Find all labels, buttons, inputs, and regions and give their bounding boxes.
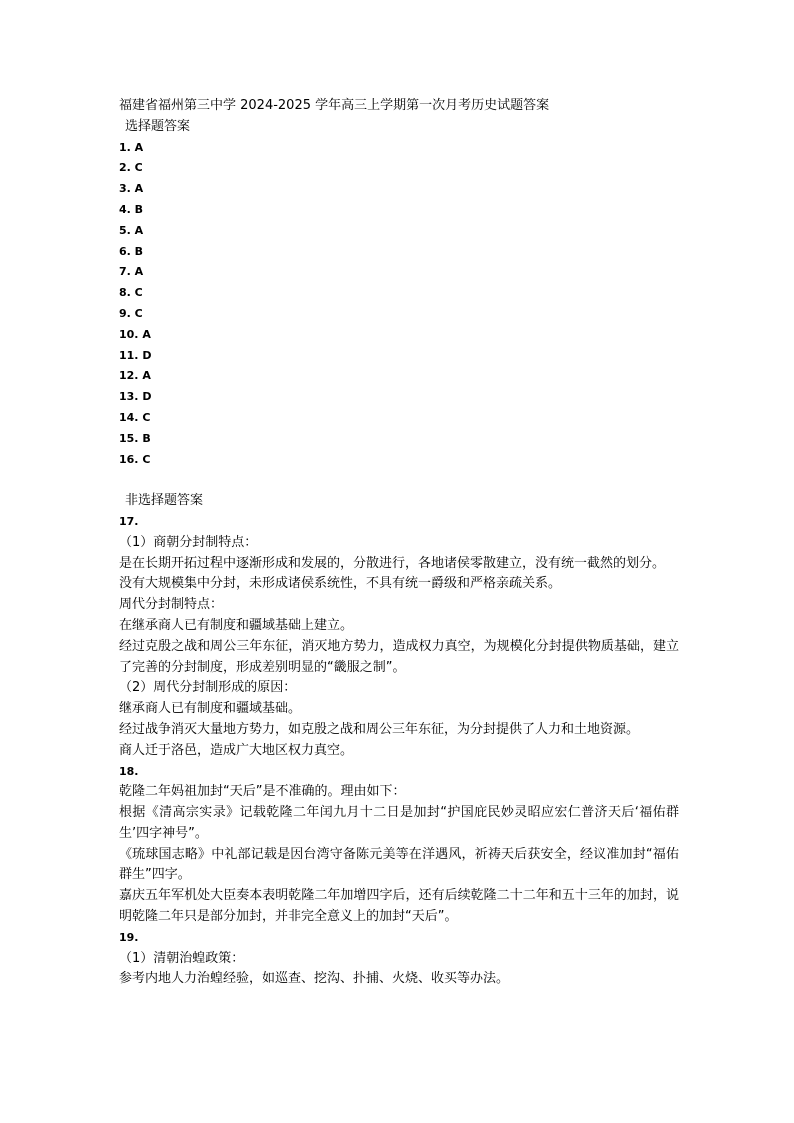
question-number: 18. [119, 764, 139, 778]
answer-item: 3. A [119, 182, 144, 196]
choice-answer-list [119, 138, 679, 471]
question-number: 17. [119, 514, 139, 528]
answer-item: 11. D [119, 348, 152, 362]
answer-item: 16. C [119, 452, 151, 466]
answer-paragraph: 在继承商人已有制度和疆域基础上建立。 [119, 617, 354, 633]
answer-item: 10. A [119, 327, 151, 341]
document-page [119, 96, 679, 990]
question-18 [119, 762, 679, 928]
answer-item: 9. C [119, 306, 143, 320]
answer-item: 13. D [119, 390, 152, 404]
answer-paragraph: 继承商人已有制度和疆域基础。 [119, 701, 302, 717]
answer-item: 15. B [119, 431, 151, 445]
answer-item: 1. A [119, 140, 144, 154]
answer-item: 5. A [119, 223, 144, 237]
section-spacer [119, 470, 679, 491]
nonchoice-section-heading: 非选择题答案 [125, 493, 204, 509]
question-19 [119, 928, 679, 990]
sub-heading: 周代分封制特点： [119, 597, 224, 613]
answer-item: 14. C [119, 410, 151, 424]
question-17 [119, 512, 679, 762]
choice-section-heading: 选择题答案 [125, 118, 191, 134]
question-number: 19. [119, 930, 139, 944]
answer-paragraph: 根据《清高宗实录》记载乾隆二年闰九月十二日是加封“护国庇民妙灵昭应宏仁普济天后‘福佑群生’四字神号”。 [119, 805, 679, 841]
answer-paragraph: 商人迁于洛邑，造成广大地区权力真空。 [119, 742, 354, 758]
sub-question-label: （2）周代分封制形成的原因： [119, 680, 297, 696]
answer-item: 7. A [119, 265, 144, 279]
answer-paragraph: 参考内地人力治蝗经验，如巡查、挖沟、扑捕、火烧、收买等办法。 [119, 971, 510, 987]
answer-paragraph: 乾隆二年妈祖加封“天后”是不准确的。理由如下： [119, 784, 406, 800]
answer-paragraph: 经过克殷之战和周公三年东征，消灭地方势力，造成权力真空，为规模化分封提供物质基础，建立了完善的分封制度，形成差别明显的“畿服之制”。 [119, 638, 679, 675]
answer-paragraph: 经过战争消灭大量地方势力，如克殷之战和周公三年东征，为分封提供了人力和土地资源。 [119, 721, 640, 737]
sub-question-label: （1）商朝分封制特点： [119, 534, 258, 550]
sub-question-label: （1）清朝治蝗政策： [119, 950, 245, 966]
answer-item: 2. C [119, 161, 143, 175]
answer-paragraph: 嘉庆五年军机处大臣奏本表明乾隆二年加增四字后，还有后续乾隆二十二年和五十三年的加封，说明乾隆二年只是部分加封，并非完全意义上的加封“天后”。 [119, 888, 679, 925]
document-title: 福建省福州第三中学 2024-2025 学年高三上学期第一次月考历史试题答案 [119, 98, 550, 113]
answer-paragraph: 是在长期开拓过程中逐渐形成和发展的，分散进行，各地诸侯零散建立，没有统一截然的划分。 [119, 555, 666, 571]
answer-item: 6. B [119, 244, 144, 258]
answer-item: 12. A [119, 369, 151, 383]
answer-paragraph: 《琉球国志略》中礼部记载是因台湾守备陈元美等在洋遇风，祈祷天后获安全，经议准加封“福佑群生”四字。 [119, 846, 679, 883]
answer-item: 8. C [119, 286, 143, 300]
answer-item: 4. B [119, 202, 144, 216]
answer-paragraph: 没有大规模集中分封，未形成诸侯系统性，不具有统一爵级和严格亲疏关系。 [119, 576, 562, 592]
